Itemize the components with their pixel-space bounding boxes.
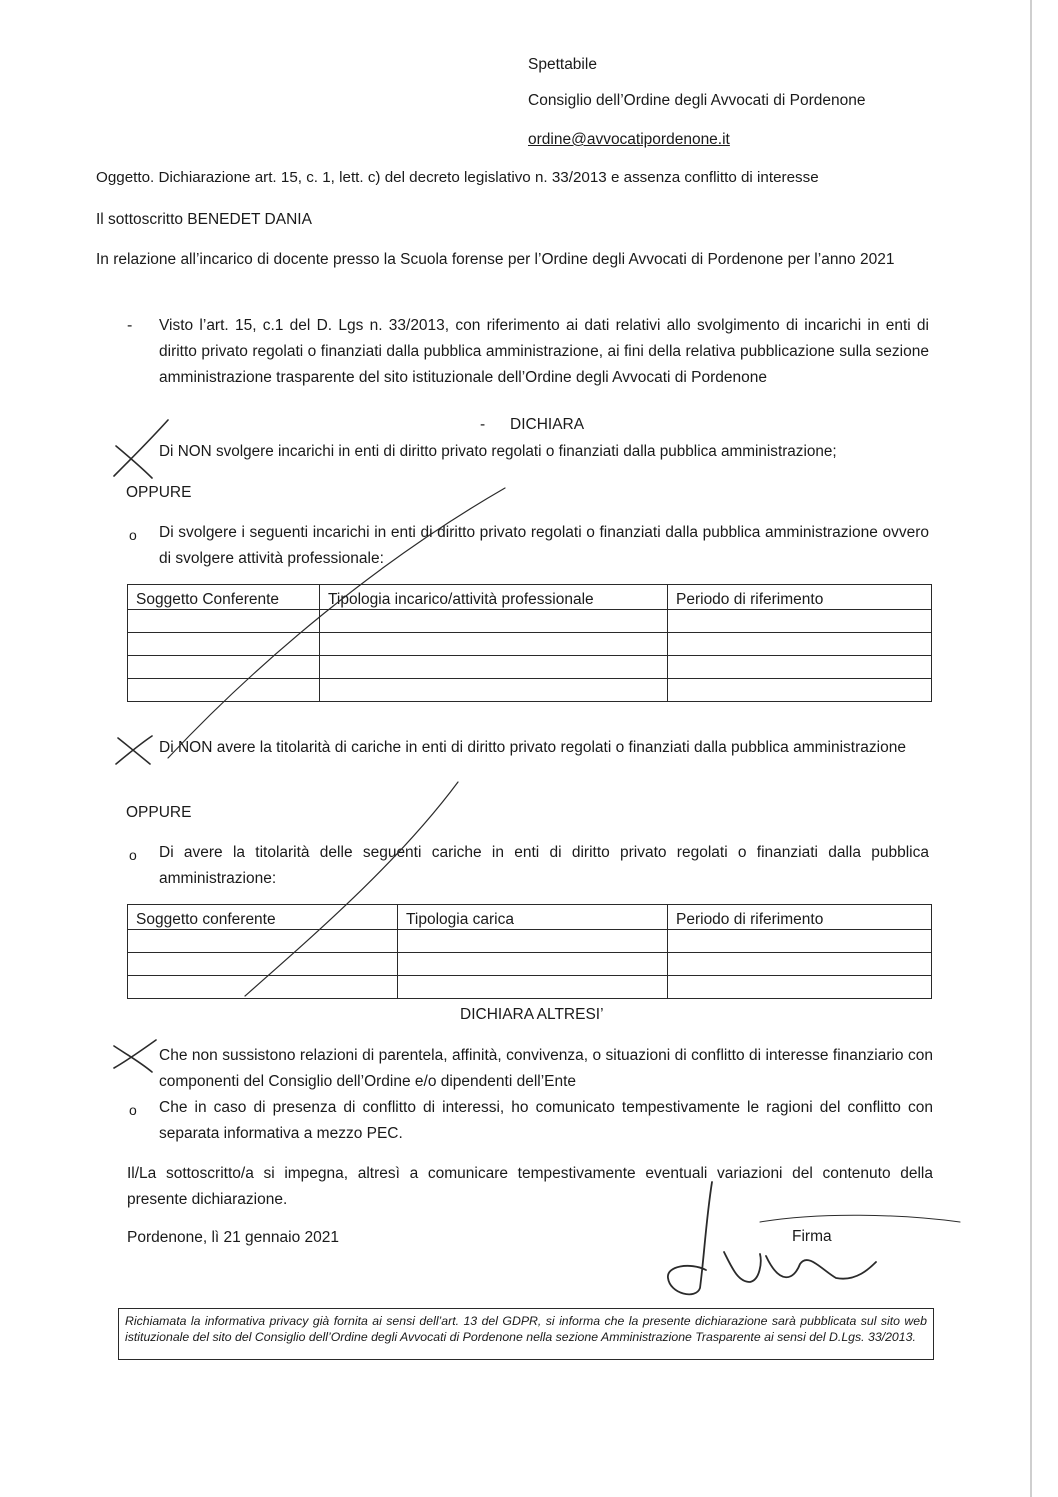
- section2-option-b: Di avere la titolarità delle seguenti cariche in enti di diritto privato regolati o finanziati dalla pubblica amministrazione:: [159, 844, 929, 887]
- table-row: [128, 976, 932, 999]
- signature-icon: [766, 1256, 876, 1279]
- table-header-cell: Soggetto Conferente: [128, 585, 320, 610]
- section1-option-b-bullet: o: [129, 527, 137, 543]
- subject-line: Oggetto. Dichiarazione art. 15, c. 1, lett. c) del decreto legislativo n. 33/2013 e assenza conflitto di interesse: [96, 169, 819, 186]
- table-header-row: [128, 905, 932, 930]
- place-date: Pordenone, lì 21 gennaio 2021: [127, 1229, 340, 1246]
- commitment-paragraph: Il/La sottoscritto/a si impegna, altresì a comunicare tempestivamente eventuali variazioni del contenuto della presente dichiarazione.: [127, 1165, 933, 1208]
- signature-icon: [760, 1215, 960, 1222]
- visto-paragraph: Visto l’art. 15, c.1 del D. Lgs n. 33/2013, con riferimento ai dati relativi allo svolgimento di incarichi in enti di diritto privato regolati o finanziati dalla pubblica amministrazione, ai fini della relativa pubblicazione sulla sezione amministrazione trasparente del sito istituzionale dell’Ordine degli Avvocati di Pordenone: [159, 317, 929, 386]
- table-header-cell: Tipologia carica: [398, 905, 668, 930]
- table-cell[interactable]: [668, 610, 932, 633]
- table-row: [128, 610, 932, 633]
- table-row: [128, 656, 932, 679]
- recipient-name: Consiglio dell’Ordine degli Avvocati di Pordenone: [528, 92, 866, 109]
- table-cell[interactable]: [668, 679, 932, 702]
- dichiara-altresi-heading: DICHIARA ALTRESI’: [460, 1006, 604, 1023]
- section1-option-a: Di NON svolgere incarichi in enti di diritto privato regolati o finanziati dalla pubblica amministrazione;: [159, 443, 837, 460]
- table-cell[interactable]: [128, 976, 398, 999]
- signature-icon: [724, 1252, 761, 1282]
- context-paragraph: In relazione all’incarico di docente presso la Scuola forense per l’Ordine degli Avvocati di Pordenone per l’anno 2021: [96, 251, 895, 268]
- table-cell[interactable]: [128, 953, 398, 976]
- table-header-cell: Periodo di riferimento: [668, 585, 932, 610]
- altresi-option-b: Che in caso di presenza di conflitto di interessi, ho comunicato tempestivamente le ragioni del conflitto con separata informativa a mezzo PEC.: [159, 1099, 933, 1142]
- recipient-email[interactable]: [528, 131, 730, 149]
- dichiara-heading: DICHIARA: [510, 416, 585, 433]
- table-row: [128, 953, 932, 976]
- privacy-notice: Richiamata la informativa privacy già fornita ai sensi dell’art. 13 del GDPR, si informa che la presente dichiarazione sarà pubblicata sul sito web istituzionale del sito del Consiglio dell’Ordine degli Avvocati di Pordenone nella sezione Amministrazione Trasparente ai sensi del D.Lgs. 33/2013.: [118, 1308, 934, 1360]
- altresi-option-a: Che non sussistono relazioni di parentela, affinità, convivenza, o situazioni di conflitto di interesse finanziario con componenti del Consiglio dell’Ordine e/o dipendenti dell’Ente: [159, 1047, 933, 1090]
- recipient-salutation: Spettabile: [528, 56, 597, 73]
- table-cell[interactable]: [398, 953, 668, 976]
- checkmark-cross-icon: [114, 1046, 152, 1072]
- table-header-cell: Soggetto conferente: [128, 905, 398, 930]
- table-header-row: [128, 585, 932, 610]
- section2-oppure: OPPURE: [126, 804, 192, 821]
- table-cell[interactable]: [668, 930, 932, 953]
- section2-option-a: Di NON avere la titolarità di cariche in enti di diritto privato regolati o finanziati dalla pubblica amministrazione: [159, 739, 906, 756]
- table-cell[interactable]: [128, 656, 320, 679]
- section1-option-b: Di svolgere i seguenti incarichi in enti di diritto privato regolati o finanziati dalla pubblica amministrazione ovvero di svolgere attività professionale:: [159, 524, 929, 567]
- checkmark-cross-icon: [116, 446, 152, 478]
- table-cell[interactable]: [398, 976, 668, 999]
- table-row: [128, 930, 932, 953]
- table-cell[interactable]: [668, 656, 932, 679]
- table-cell[interactable]: [128, 679, 320, 702]
- table-cell[interactable]: [320, 633, 668, 656]
- table-cell[interactable]: [320, 679, 668, 702]
- section2-table: [127, 904, 932, 999]
- visto-bullet: -: [127, 317, 133, 334]
- signature-label: Firma: [792, 1228, 832, 1245]
- checkmark-cross-icon: [118, 738, 150, 764]
- recipient-email-link[interactable]: ordine@avvocatipordenone.it: [528, 131, 730, 148]
- table-cell[interactable]: [128, 633, 320, 656]
- table-cell[interactable]: [128, 930, 398, 953]
- scan-edge-line: [1030, 0, 1032, 1497]
- table-cell[interactable]: [668, 633, 932, 656]
- table-header-cell: Periodo di riferimento: [668, 905, 932, 930]
- table-row: [128, 633, 932, 656]
- table-cell[interactable]: [398, 930, 668, 953]
- table-cell[interactable]: [320, 656, 668, 679]
- section2-option-b-bullet: o: [129, 847, 137, 863]
- checkmark-cross-icon: [116, 736, 152, 764]
- section1-oppure: OPPURE: [126, 484, 192, 501]
- signatory-line: Il sottoscritto BENEDET DANIA: [96, 211, 312, 228]
- dichiara-dash: -: [480, 416, 486, 433]
- table-header-cell: Tipologia incarico/attività professionale: [320, 585, 668, 610]
- table-row: [128, 679, 932, 702]
- table-cell[interactable]: [128, 610, 320, 633]
- table-cell[interactable]: [668, 953, 932, 976]
- section1-table: [127, 584, 932, 702]
- table-cell[interactable]: [668, 976, 932, 999]
- checkmark-cross-icon: [114, 1040, 156, 1068]
- table-cell[interactable]: [320, 610, 668, 633]
- altresi-option-b-bullet: o: [129, 1102, 137, 1118]
